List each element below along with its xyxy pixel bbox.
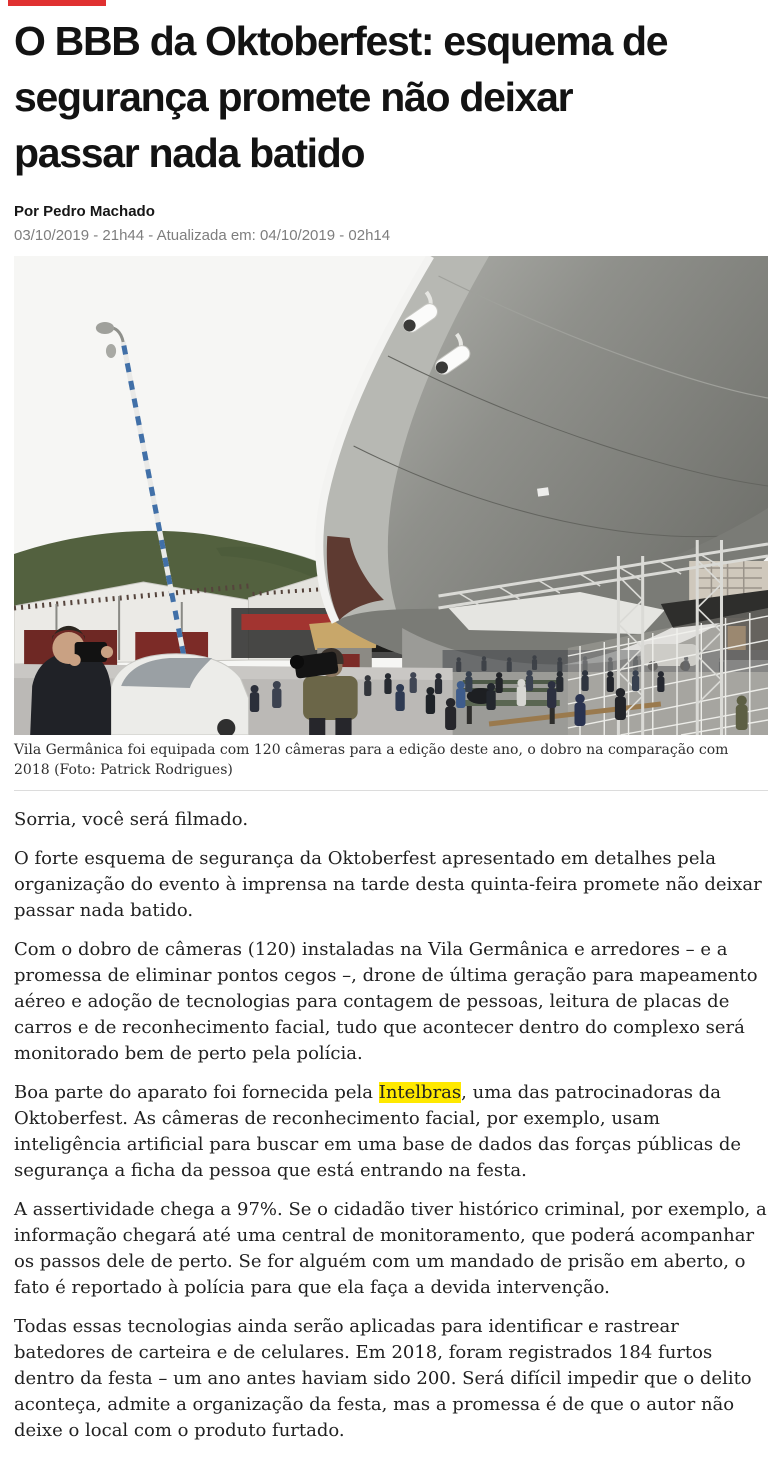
paragraph-text: , uma das patrocinadoras da Oktoberfest. As câmeras de reconhecimento facial, por exemplo, usam inteligência artificial para buscar em uma base de dados das forças públicas de segurança a ficha da pessoa que está entrando na festa. — [14, 1082, 742, 1181]
camo-officer — [736, 696, 748, 730]
byline: Por Pedro Machado — [14, 203, 155, 220]
article-figure — [14, 256, 768, 780]
article-body — [14, 807, 768, 1444]
paragraph — [14, 1197, 768, 1301]
paragraph-text: Todas essas tecnologias ainda serão aplicadas para identificar e rastrear batedores de carteira e de celulares. Em 2018, foram registrados 184 furtos dentro da festa – um ano antes haviam sido 200. Será difícil impedir que o delito aconteça, admite a organização da festa, mas a promessa é de que o autor não deixe o local com o produto furtado. — [14, 1316, 752, 1441]
paragraph — [14, 846, 768, 924]
paragraph — [14, 937, 768, 1067]
headline: O BBB da Oktoberfest: esquema de segurança promete não deixar passar nada batido — [14, 18, 668, 176]
article-photo — [14, 256, 768, 735]
paragraph-text: Sorria, você será filmado. — [14, 809, 249, 830]
category-tag[interactable] — [8, 0, 106, 6]
dateline: 03/10/2019 - 21h44 - Atualizada em: 04/10/2019 - 02h14 — [14, 227, 391, 244]
paragraph — [14, 807, 768, 833]
paragraph-text: O forte esquema de segurança da Oktoberfest apresentado em detalhes pela organização do evento à imprensa na tarde desta quinta-feira promete não deixar passar nada batido. — [14, 848, 762, 921]
paragraph — [14, 1314, 768, 1444]
paragraph-text: Com o dobro de câmeras (120) instaladas na Vila Germânica e arredores – e a promessa de eliminar pontos cegos –, drone de última geração para mapeamento aéreo e adoção de tecnologias para contagem de pessoas, leitura de placas de carros e de reconhecimento facial, tudo que acontecer dentro do complexo será monitorado bem de perto pela polícia. — [14, 939, 758, 1064]
paragraph-text: Boa parte do aparato foi fornecida pela — [14, 1082, 379, 1103]
photo-caption: Vila Germânica foi equipada com 120 câmeras para a edição deste ano, o dobro na comparação com 2018 (Foto: Patrick Rodrigues) — [14, 742, 729, 778]
photo-illustration — [14, 256, 768, 735]
paragraph-text: A assertividade chega a 97%. Se o cidadão tiver histórico criminal, por exemplo, a informação chegará até uma central de monitoramento, que poderá acompanhar os passos dele de perto. Se for alguém com um mandado de prisão em aberto, o fato é reportado à polícia para que ela faça a devida intervenção. — [14, 1199, 767, 1298]
caption-divider — [14, 790, 768, 791]
highlighted-term[interactable]: Intelbras — [378, 1082, 462, 1103]
paragraph-with-highlight — [14, 1080, 768, 1184]
